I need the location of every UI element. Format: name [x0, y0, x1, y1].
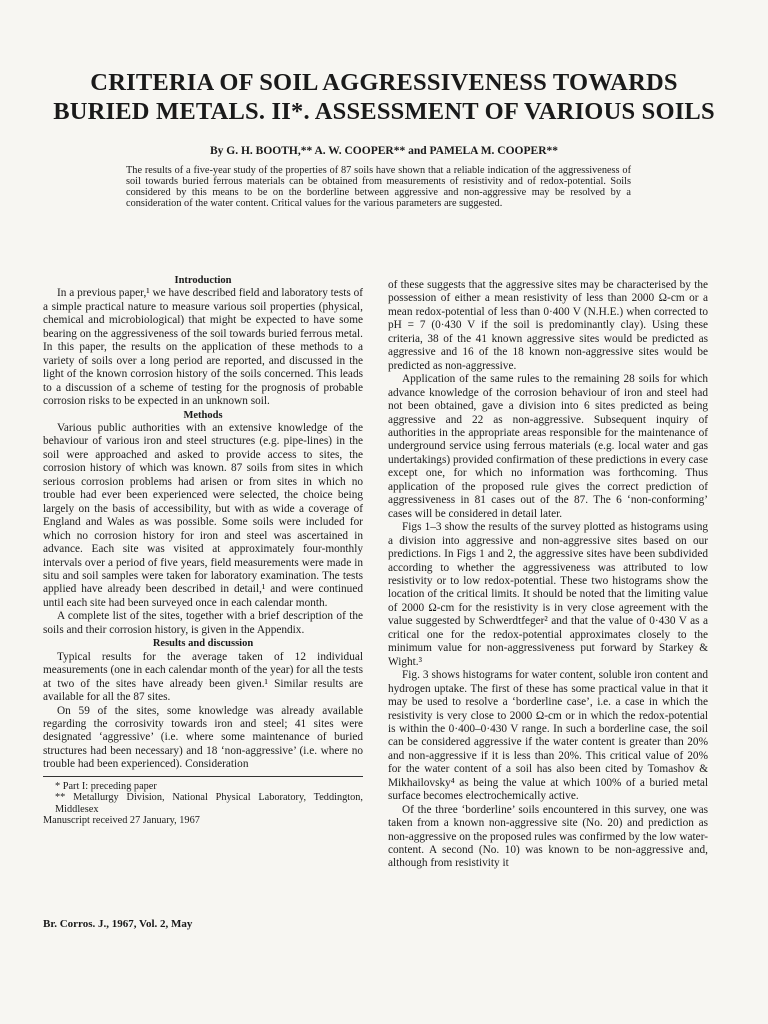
intro-paragraph: In a previous paper,¹ we have described field and laboratory tests of a simple practical nature to measure various soil properties (physical, chemical and microbiological) that might be expected to have some bearing on the aggressiveness of the soil towards buried ferrous metal. In this paper, the results on the application of these methods to a variety of soils over a long period are reported, and discussed in the light of the known corrosion history of the soils concerned. This leads to a discussion of a scheme of testing for the prognosis of probable corrosion risks to be expected in an unknown soil. [43, 287, 363, 408]
journal-citation: Br. Corros. J., 1967, Vol. 2, May [43, 918, 193, 930]
methods-paragraph-2: A complete list of the sites, together with a brief description of the soils and their corrosion history, is given in the Appendix. [43, 610, 363, 636]
results-paragraph-1: Typical results for the average taken of 12 individual measurements (one in each calendar month of the year) for all the tests at two of the sites have already been given.¹ Similar results are available for all the 87 sites. [43, 650, 363, 704]
heading-methods: Methods [183, 409, 223, 421]
left-column [43, 274, 363, 827]
footnote-manuscript-date: Manuscript received 27 January, 1967 [43, 815, 200, 827]
right-column [388, 279, 708, 871]
footnote-divider [43, 776, 363, 777]
right-paragraph-2: Application of the same rules to the remaining 28 soils for which advance knowledge of the corrosion behaviour of iron and steel had not been obtained, gave a division into 6 sites predicted as being aggressive and 22 as non-aggressive. Subsequent inquiry of authorities in the appropriate areas responsible for the maintenance of underground service using ferrous materials (e.g. local water and gas undertakings) provided confirmation of these predictions in every case except one, for which no information was forthcoming. Thus application of the proposed rule gives the correct prediction of aggressiveness in 81 cases out of the 87. The 6 ‘non-conforming’ cases will be considered in detail later. [388, 373, 708, 520]
footnotes [43, 781, 363, 827]
results-paragraph-2: On 59 of the sites, some knowledge was already available regarding the corrosivity towards iron and steel; 41 sites were designated ‘aggressive’ (i.e. where some maintenance of buried structures had been necessary) and 18 ‘non-aggressive’ (i.e. where no trouble had been experienced). Consideration [43, 704, 363, 771]
footnote-part-one: * Part I: preceding paper [55, 780, 157, 792]
methods-paragraph-1: Various public authorities with an extensive knowledge of the behaviour of various iron and steel structures (e.g. pipe-lines) in the soil were approached and asked to provide access to sites, the corrosion history of which was known. 87 soils from sites in which serious corrosion problems had arisen or from sites in which no trouble had ever been experienced were selected, the choice being largely on the basis of accessibility, but with as wide a coverage of England and Wales as was possible. Some soils were included for which no corrosion history for iron and steel was ascertained in advance. Each site was visited at approximately four-monthly intervals over a period of five years, field measurements were made in situ and soil samples were taken for laboratory examination. The tests applied have already been described in detail,¹ and were continued until each site had been surveyed once in each calendar month. [43, 421, 363, 609]
right-paragraph-5: Of the three ‘borderline’ soils encountered in this survey, one was taken from a known non-aggressive site (No. 20) and prediction as non-aggressive on the proposed rules was confirmed by the low water-content. A second (No. 10) was known to be non-aggressive and, although from resistivity it [388, 803, 708, 870]
paper-title [30, 68, 738, 126]
footnote-affiliation: ** Metallurgy Division, National Physical Laboratory, Teddington, Middlesex [55, 792, 363, 815]
right-paragraph-4: Fig. 3 shows histograms for water content, soluble iron content and hydrogen uptake. The first of these has some practical value in that it may be used to resolve a ‘borderline case’, i.e. a case in which the resistivity is very close to 2000 Ω-cm or in which the redox-potential is within the 0·400–0·430 V range. In such a borderline case, the soil can be considered aggressive if the water content is greater than 20% and non-aggressive if it is less than 20%. This critical value of 20% for the water content of a soil has also been cited by Tomashov & Mikhailovsky⁴ as being the value at which 100% of a buried metal surface becomes electrochemically active. [388, 669, 708, 803]
title-line-2: BURIED METALS. II*. ASSESSMENT OF VARIOUS SOILS [53, 98, 715, 125]
authors: By G. H. BOOTH,** A. W. COOPER** and PAMELA M. COOPER** [209, 145, 559, 157]
right-paragraph-1: of these suggests that the aggressive sites may be characterised by the possession of either a mean resistivity of less than 2000 Ω-cm or a mean redox-potential of less than 0·400 V (N.H.E.) when corrected to pH = 7 (0·430 V if the soil is predominantly clay). Using these criteria, 38 of the 41 known aggressive sites would be predicted as aggressive and 16 of the 18 known non-aggressive sites would be predicted as non-aggressive. [388, 279, 708, 372]
abstract: The results of a five-year study of the properties of 87 soils have shown that a reliable indication of the aggressiveness of soil towards buried ferrous materials can be obtained from measurements of resistivity and of redox-potential. Soils considered by this means to be on the borderline between aggressive and non-aggressive may be resolved by a consideration of the water content. Critical values for the various parameters are suggested. [126, 165, 631, 209]
right-paragraph-3: Figs 1–3 show the results of the survey plotted as histograms using a division into aggressive and non-aggressive sites based on our predictions. In Figs 1 and 2, the aggressive sites have been subdivided according to whether the aggressiveness was attributed to low resistivity or to low redox-potential. These two histograms show the location of the critical limits. It should be noted that the limiting value of 2000 Ω-cm for the resistivity is in very close agreement with the value suggested by Schwerdtfeger² and that the value of 0·430 V as a critical one for the redox-potential approximates closely to the minimum value for non-aggressiveness put forward by Starkey & Wight.³ [388, 521, 708, 668]
heading-introduction: Introduction [174, 275, 232, 286]
title-line-1: CRITERIA OF SOIL AGGRESSIVENESS TOWARDS [90, 69, 678, 96]
heading-results: Results and discussion [152, 638, 254, 650]
